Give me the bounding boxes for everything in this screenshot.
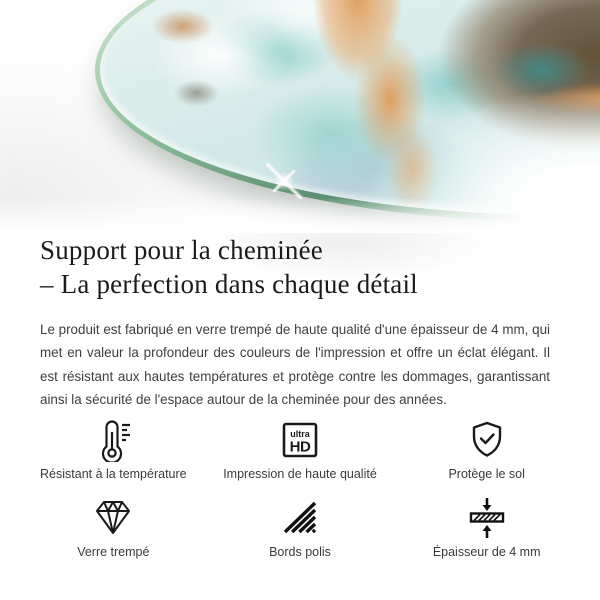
photo-white-fade <box>0 0 600 230</box>
feature-print-quality <box>207 417 394 482</box>
feature-floor-protection <box>393 417 580 482</box>
thermometer-icon <box>93 417 133 463</box>
feature-label: Impression de haute qualité <box>223 466 377 481</box>
title-line-1: Support pour la cheminée <box>40 235 323 265</box>
feature-label: Épaisseur de 4 mm <box>432 544 541 559</box>
polished-edges-icon <box>279 495 321 541</box>
shield-check-icon <box>466 417 508 463</box>
feature-label: Verre trempé <box>77 544 150 559</box>
svg-text:HD: HD <box>289 438 311 456</box>
diamond-icon <box>92 495 134 541</box>
svg-text:ultra: ultra <box>290 428 310 439</box>
feature-tempered-glass <box>20 495 207 560</box>
feature-thickness <box>393 495 580 560</box>
feature-temperature <box>20 417 207 482</box>
thickness-icon <box>466 495 508 541</box>
page-title <box>40 233 560 301</box>
feature-label: Protège le sol <box>448 466 525 481</box>
feature-polished-edges <box>207 495 394 560</box>
title-line-2: – La perfection dans chaque détail <box>40 269 418 299</box>
product-description-text: Le produit est fabriqué en verre trempé de haute qualité d'une épaisseur de 4 mm, qui met en valeur la profondeur des couleurs de l'impression et offre un éclat élégant. Il est résistant aux hautes températures et protège contre les dommages, garantissant ainsi la sécurité de l'espace autour de la cheminée pour des années. <box>40 322 550 408</box>
product-photo[interactable] <box>0 0 600 230</box>
product-description-section <box>0 233 600 412</box>
feature-grid <box>0 417 600 560</box>
ultra-hd-icon <box>279 417 321 463</box>
feature-label: Résistant à la température <box>40 466 187 481</box>
feature-label: Bords polis <box>269 544 331 559</box>
